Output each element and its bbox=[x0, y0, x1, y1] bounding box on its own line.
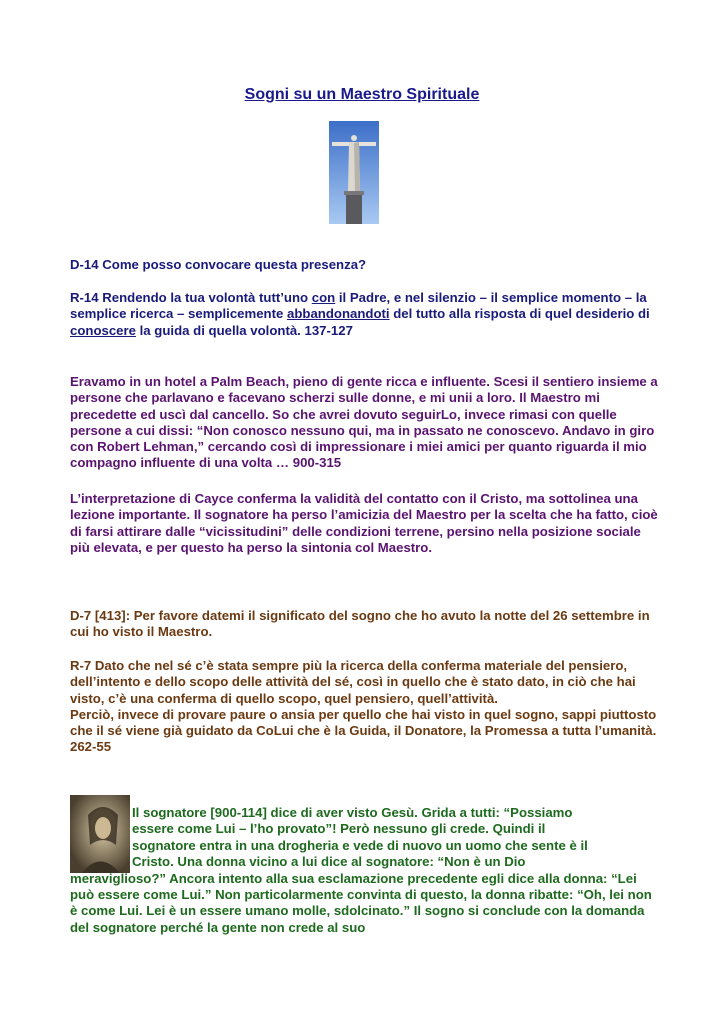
christ-redeemer-statue-image bbox=[329, 121, 379, 224]
underlined-con: con bbox=[311, 290, 336, 305]
underlined-abbandonandoti: abbandonandoti bbox=[287, 306, 390, 322]
cayce-interpretation: L’interpretazione di Cayce conferma la validità del contatto con il Cristo, ma sottolinea una lezione importante. Il sognatore ha perso l’amicizia del Maestro per la scelta che ha fatto, cioè di farsi attirare dalle “vicissitudini” delle condizioni terrene, persino nella posizione sociale più elevata, e per questo ha perso la sintonia col Maestro. bbox=[70, 491, 658, 555]
statue-illustration bbox=[329, 121, 379, 224]
underlined-conoscere: conoscere bbox=[70, 322, 136, 338]
question-d7: D-7 [413]: Per favore datemi il significato del sogno che ho avuto la notte del 26 settembre in cui ho visto il Maestro. bbox=[70, 608, 650, 640]
question-d14: D-14 Come posso convocare questa presenza? bbox=[70, 257, 367, 272]
palm-beach-dream: Eravamo in un hotel a Palm Beach, pieno di gente ricca e influente. Scesi il sentiero insieme a persone che parlavano e facevano scherzi sulle donne, e mi unii a loro. Il Maestro mi precedette ed uscì dal cancello. So che avrei dovuto seguirLo, invece rimasi con quelle persone a cui dissi: “Non conosco nessuno qui, ma in passato ne conoscevo. Andavo in giro con Robert Lehman,” cercando così di impressionare i miei amici per quanto riguarda il mio compagno influente di una volta … 900-315 bbox=[70, 374, 658, 471]
jesus-dream-paragraph: Il sognatore [900-114] dice di aver visto Gesù. Grida a tutti: “Possiamo essere come Lui – l’ho provato”! Però nessuno gli crede. Quindi il sognatore entra in una drogheria e vede di nuovo un uomo che sente è il Cristo. Una donna vicino a lui dice al sognatore: “Non è un Dio meraviglioso?” Ancora intento alla sua esclamazione precedente egli dice alla donna: “Lei può essere come Lui.” Non particolarmente convinta di questo, la donna ribatte: “Oh, lei non è come Lui. Lei è un essere umano molle, sdolcinato.” Il sogno si conclude con la domanda del sognatore perché la gente non crede al suo bbox=[70, 805, 652, 935]
page-title: Sogni su un Maestro Spirituale bbox=[244, 86, 480, 103]
answer-r14: R-14 Rendendo la tua volontà tutt’uno con il Padre, e nel silenzio – il semplice momento – la semplice ricerca – semplicemente abbandonandoti del tutto alla risposta di quel desiderio di conoscere la guida di quella volontà. 137-127 bbox=[70, 290, 650, 338]
answer-r7: R-7 Dato che nel sé c’è stata sempre più la ricerca della conferma materiale del pensiero, dell’intento e dello scopo delle attività del sé, così in quello che è stato dato, in ciò che hai visto, c’è una conferma di quello scopo, quel pensiero, quell’attività. Perciò, invece di provare paure o ansia per quello che hai visto in quel sogno, sappi piuttosto che il sé viene già guidato da CoLui che è la Guida, il Donatore, la Promessa a tutta l’umanità. 262-55 bbox=[70, 658, 657, 755]
